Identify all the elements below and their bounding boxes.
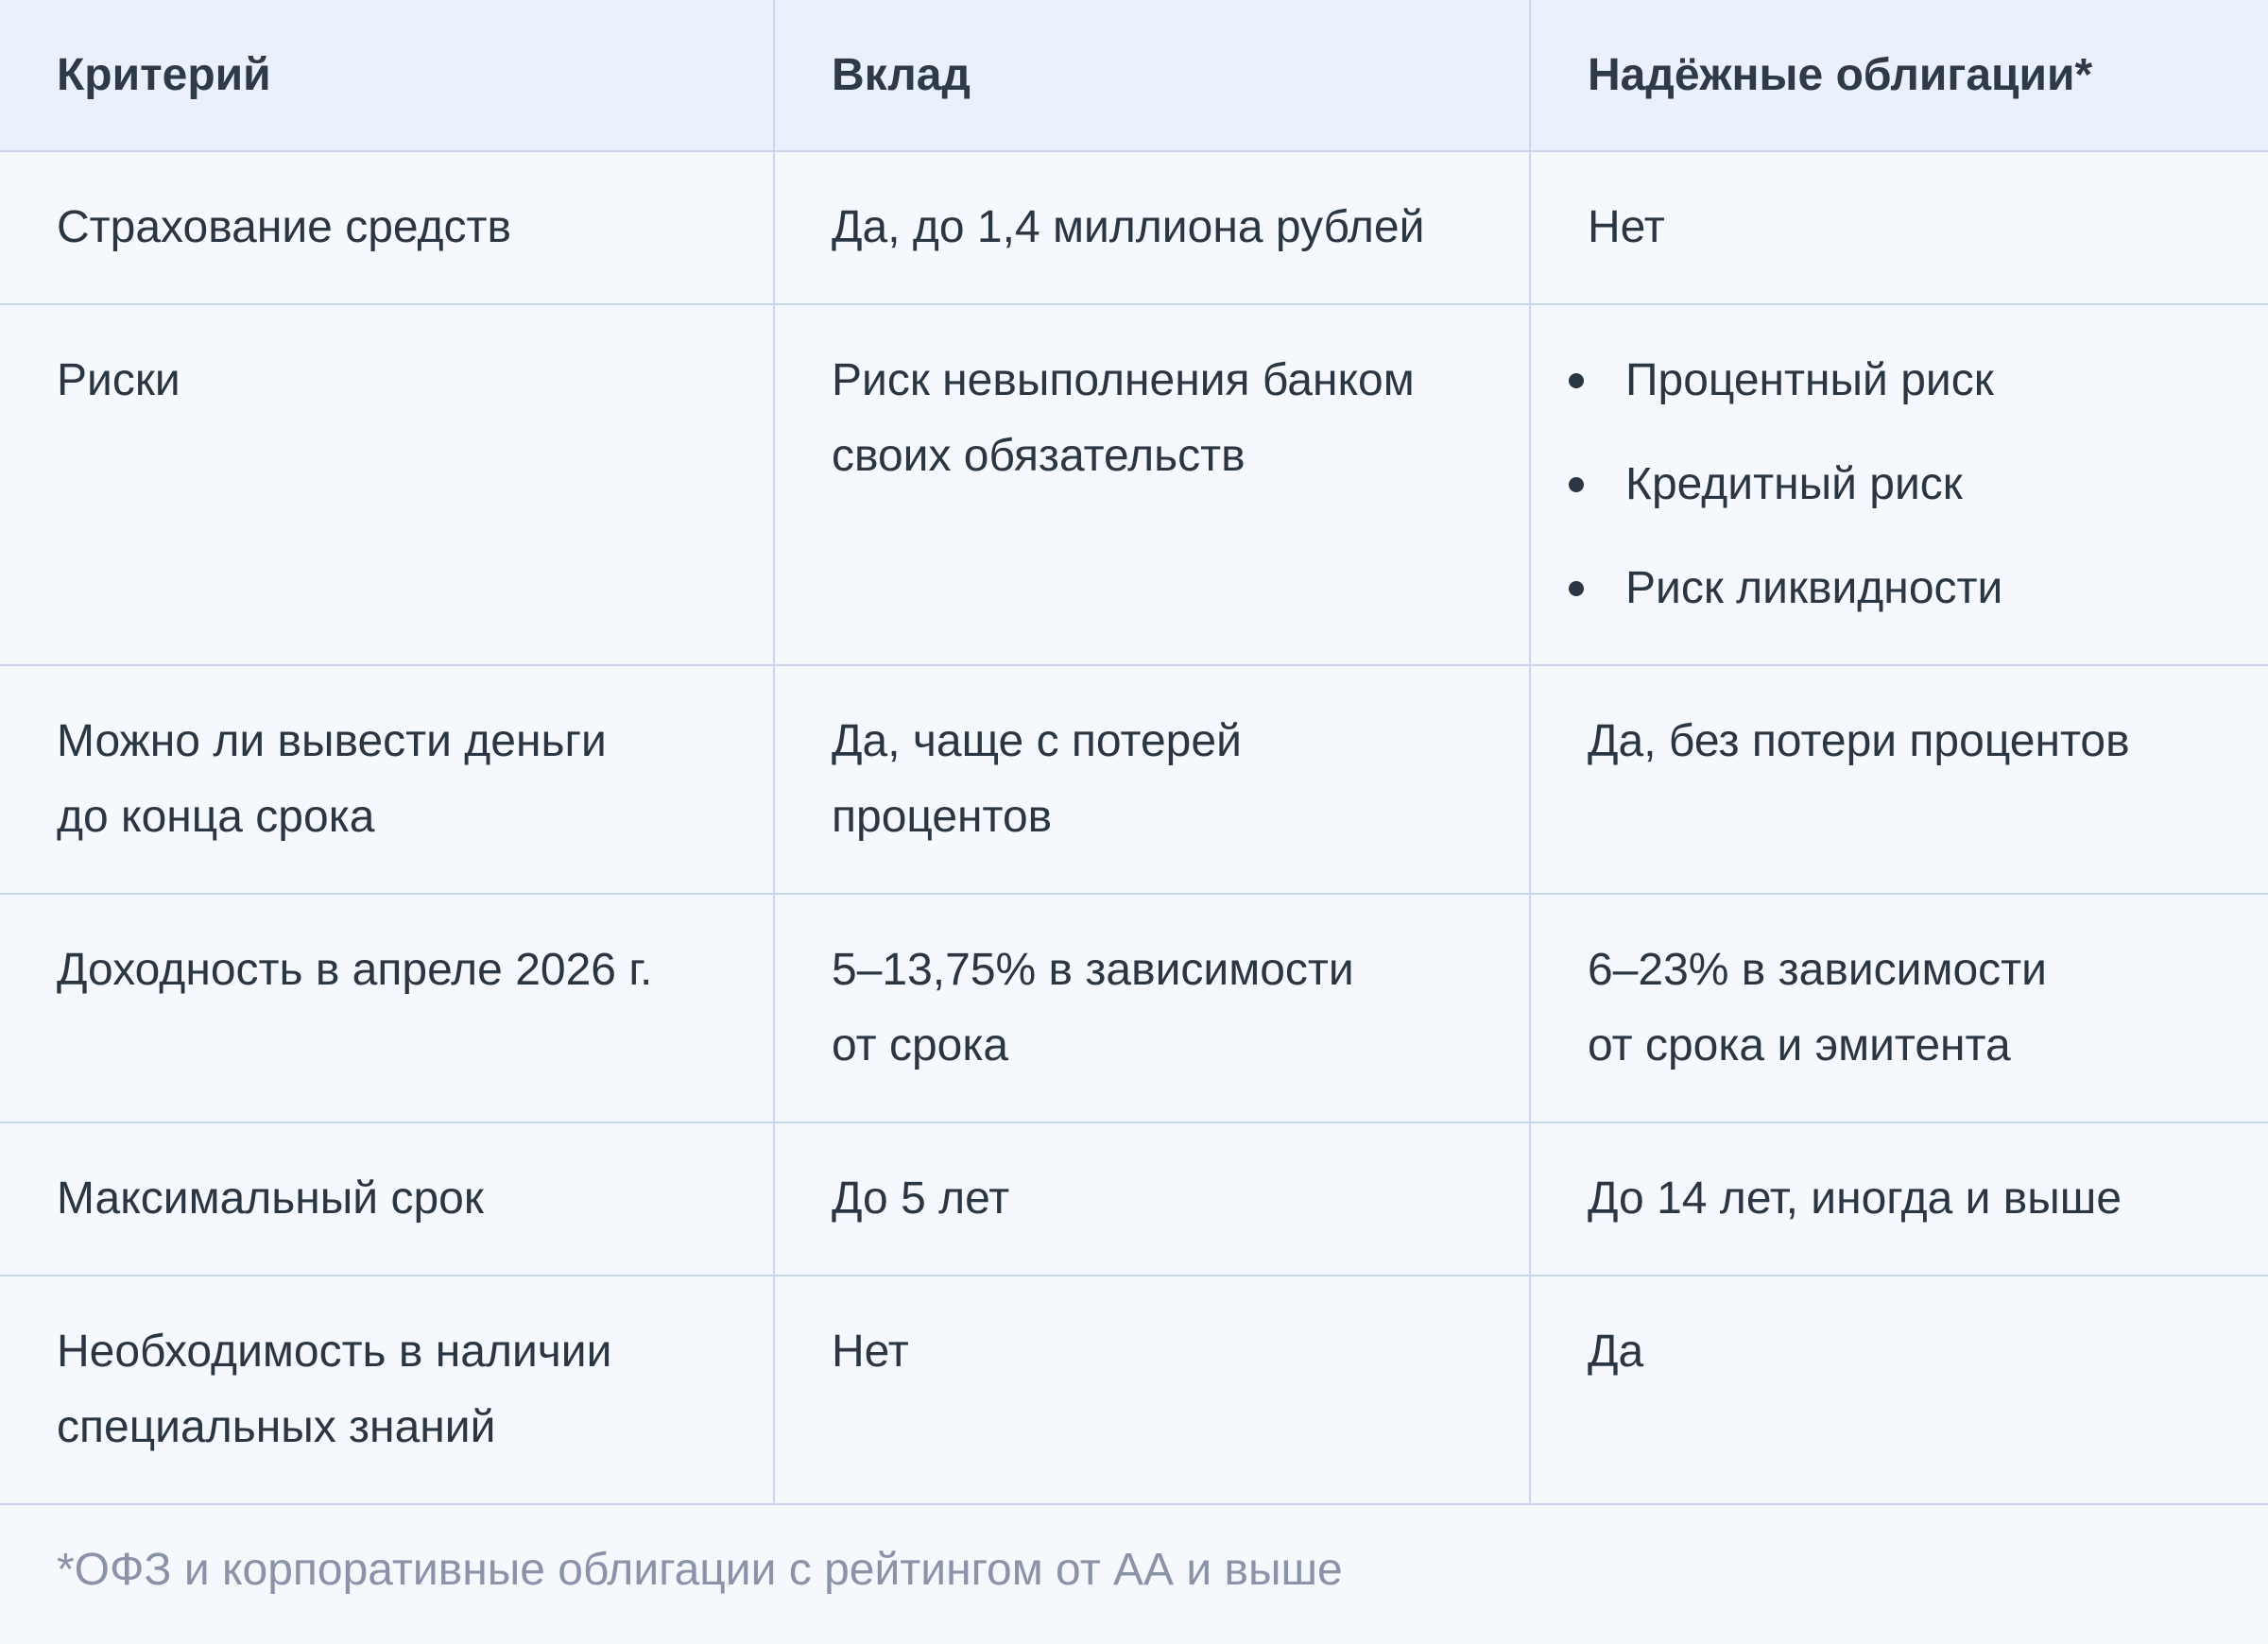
cell-text: своих обязательств	[832, 431, 1246, 481]
cell-deposit	[774, 304, 1530, 665]
cell-text: Страхование средств	[57, 202, 512, 252]
list-item-label: Кредитный риск	[1625, 459, 1963, 509]
cell-text: Доходность в апреле 2026 г.	[57, 945, 653, 995]
cell-text: Максимальный срок	[57, 1173, 484, 1224]
cell-text: 6–23% в зависимости	[1588, 945, 2047, 995]
cell-criterion	[0, 304, 774, 665]
cell-deposit	[774, 894, 1530, 1122]
table-row	[0, 1122, 2268, 1276]
cell-deposit	[774, 1276, 1530, 1504]
list-item-label: Процентный риск	[1625, 355, 1994, 405]
cell-criterion	[0, 894, 774, 1122]
header-bonds: Надёжные облигации*	[1530, 0, 2268, 151]
cell-text: До 14 лет, иногда и выше	[1588, 1173, 2122, 1224]
table-row	[0, 304, 2268, 665]
footnote: *ОФЗ и корпоративные облигации с рейтингом от АА и выше	[57, 1545, 1343, 1595]
cell-bonds	[1530, 151, 2268, 304]
list-item	[1588, 447, 2230, 522]
list-item-label: Риск ликвидности	[1625, 563, 2003, 613]
cell-criterion	[0, 665, 774, 894]
cell-deposit	[774, 1122, 1530, 1276]
bullet-icon	[1569, 373, 1584, 388]
cell-deposit	[774, 665, 1530, 894]
risk-list	[1588, 343, 2230, 626]
cell-text: от срока и эмитента	[1588, 1020, 2011, 1070]
header-criterion: Критерий	[0, 0, 774, 151]
cell-text: процентов	[832, 792, 1053, 842]
table-row	[0, 894, 2268, 1122]
cell-bonds	[1530, 304, 2268, 665]
cell-text: до конца срока	[57, 792, 375, 842]
bullet-icon	[1569, 581, 1584, 596]
cell-text: До 5 лет	[832, 1173, 1010, 1224]
table-header-row	[0, 0, 2268, 151]
table-row	[0, 1276, 2268, 1504]
cell-text: Да, до 1,4 миллиона рублей	[832, 202, 1425, 252]
cell-criterion	[0, 1122, 774, 1276]
table-row	[0, 665, 2268, 894]
cell-bonds	[1530, 894, 2268, 1122]
cell-text: Да, без потери процентов	[1588, 716, 2130, 766]
cell-text: Риск невыполнения банком	[832, 355, 1415, 405]
cell-text: Нет	[1588, 202, 1665, 252]
cell-deposit	[774, 151, 1530, 304]
cell-text: Можно ли вывести деньги	[57, 716, 607, 766]
cell-criterion	[0, 1276, 774, 1504]
list-item	[1588, 551, 2230, 626]
cell-bonds	[1530, 1122, 2268, 1276]
cell-text: Нет	[832, 1327, 909, 1377]
cell-bonds	[1530, 665, 2268, 894]
cell-text: от срока	[832, 1020, 1009, 1070]
list-item	[1588, 343, 2230, 419]
cell-text: Риски	[57, 355, 180, 405]
cell-text: специальных знаний	[57, 1402, 496, 1452]
cell-text: Да	[1588, 1327, 1644, 1377]
header-deposit: Вклад	[774, 0, 1530, 151]
bullet-icon	[1569, 477, 1584, 492]
cell-bonds	[1530, 1276, 2268, 1504]
cell-criterion	[0, 151, 774, 304]
cell-text: 5–13,75% в зависимости	[832, 945, 1354, 995]
table-row	[0, 151, 2268, 304]
cell-text: Необходимость в наличии	[57, 1327, 612, 1377]
cell-text: Да, чаще с потерей	[832, 716, 1242, 766]
